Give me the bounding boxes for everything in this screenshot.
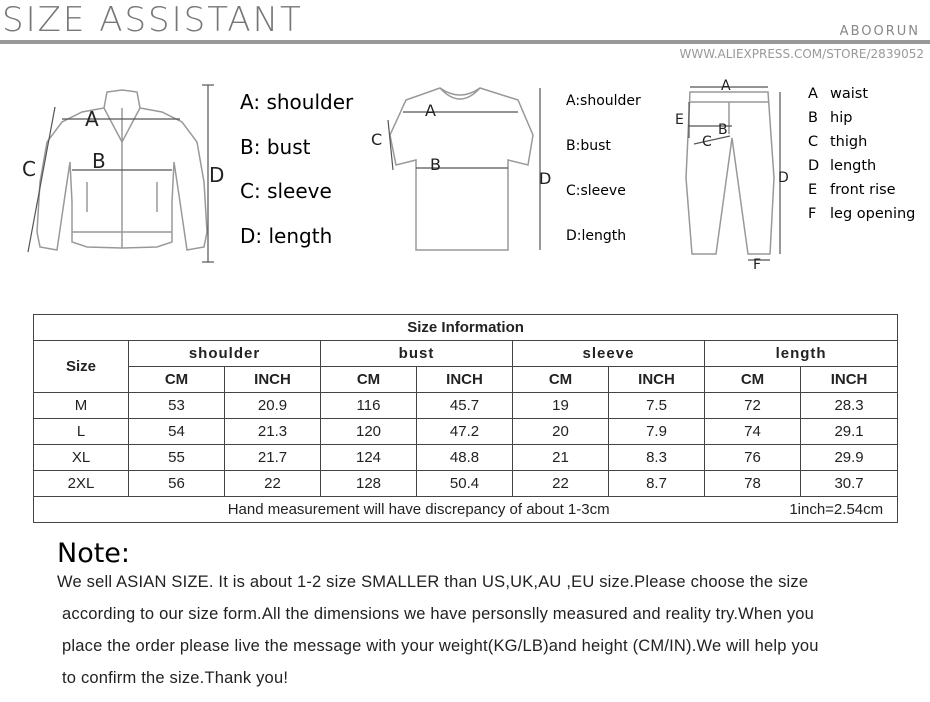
table-cell: 20 — [513, 419, 609, 445]
tshirt-diagram — [368, 80, 553, 260]
pants-legend-a: A waist — [808, 86, 869, 102]
table-cell: 53 — [129, 393, 225, 419]
measurement-disclaimer: Hand measurement will have discrepancy of about 1-3cm — [227, 501, 610, 518]
tshirt-label-c: C — [371, 130, 383, 149]
pants-legend-f: F leg opening — [808, 206, 916, 222]
table-cell: 8.7 — [609, 471, 705, 497]
unit-header-inch: INCH — [609, 367, 705, 393]
tshirt-legend-a: A:shoulder — [566, 93, 641, 109]
table-cell: 21.3 — [225, 419, 321, 445]
table-cell: 20.9 — [225, 393, 321, 419]
header-length: length — [705, 341, 898, 367]
jacket-diagram — [12, 82, 227, 272]
pants-legend-d: D length — [808, 158, 877, 174]
note-line: to confirm the size.Thank you! — [62, 669, 289, 687]
table-cell: 29.9 — [801, 445, 898, 471]
pants-label-a: A — [721, 78, 731, 94]
table-cell: 28.3 — [801, 393, 898, 419]
table-cell: 47.2 — [417, 419, 513, 445]
brand-name: ABOORUN — [839, 24, 920, 39]
table-cell: 76 — [705, 445, 801, 471]
table-cell: 128 — [321, 471, 417, 497]
size-table — [33, 314, 898, 523]
jacket-legend — [240, 80, 353, 258]
note-line: according to our size form.All the dimensions we have personslly measured and reality try.When you — [62, 605, 815, 623]
jacket-label-d: D — [209, 163, 225, 187]
size-cell: 2XL — [34, 471, 129, 497]
jacket-label-c: C — [22, 157, 36, 181]
table-caption: Size Information — [34, 315, 898, 341]
tshirt-label-b: B — [430, 155, 441, 174]
unit-header-cm: CM — [321, 367, 417, 393]
size-cell: M — [34, 393, 129, 419]
table-footer — [34, 497, 898, 523]
unit-header-inch: INCH — [225, 367, 321, 393]
note-line: place the order please live the message with your weight(KG/LB)and height (CM/IN).We will help you — [62, 637, 819, 655]
unit-header-cm: CM — [705, 367, 801, 393]
table-row — [34, 471, 898, 497]
unit-header-cm: CM — [513, 367, 609, 393]
table-cell: 55 — [129, 445, 225, 471]
table-cell: 72 — [705, 393, 801, 419]
page-title: SIZE ASSISTANT — [2, 0, 303, 40]
store-url: WWW.ALIEXPRESS.COM/STORE/2839052 — [679, 47, 924, 61]
pants-label-b: B — [718, 122, 728, 138]
table-cell: 22 — [513, 471, 609, 497]
pants-legend-c: C thigh — [808, 134, 868, 150]
table-row — [34, 393, 898, 419]
table-cell: 19 — [513, 393, 609, 419]
size-column-header: Size — [34, 341, 129, 393]
table-cell: 74 — [705, 419, 801, 445]
header-sleeve: sleeve — [513, 341, 705, 367]
table-cell: 78 — [705, 471, 801, 497]
table-cell: 116 — [321, 393, 417, 419]
table-cell: 124 — [321, 445, 417, 471]
header-shoulder: shoulder — [129, 341, 321, 367]
header-divider — [0, 40, 930, 44]
pants-label-e: E — [675, 112, 684, 128]
jacket-label-b: B — [92, 149, 106, 173]
table-cell: 50.4 — [417, 471, 513, 497]
size-cell: L — [34, 419, 129, 445]
pants-legend — [808, 82, 915, 226]
table-row — [34, 419, 898, 445]
table-cell: 30.7 — [801, 471, 898, 497]
jacket-legend-c: C: sleeve — [240, 179, 332, 203]
pants-label-f: F — [753, 257, 762, 270]
size-cell: XL — [34, 445, 129, 471]
table-row — [34, 445, 898, 471]
jacket-legend-d: D: length — [240, 223, 333, 248]
unit-header-cm: CM — [129, 367, 225, 393]
tshirt-legend-d: D:length — [566, 228, 627, 244]
table-cell: 7.9 — [609, 419, 705, 445]
unit-header-inch: INCH — [417, 367, 513, 393]
pants-legend-b: B hip — [808, 110, 853, 126]
jacket-legend-a: A: shoulder — [240, 90, 354, 114]
unit-header-inch: INCH — [801, 367, 898, 393]
table-cell: 8.3 — [609, 445, 705, 471]
size-table-container — [33, 314, 897, 522]
table-cell: 21.7 — [225, 445, 321, 471]
header-bust: bust — [321, 341, 513, 367]
table-cell: 45.7 — [417, 393, 513, 419]
table-cell: 48.8 — [417, 445, 513, 471]
table-cell: 22 — [225, 471, 321, 497]
note-title: Note: — [57, 538, 131, 569]
tshirt-label-d: D — [539, 169, 552, 188]
inch-conversion: 1inch=2.54cm — [789, 501, 884, 518]
jacket-legend-b: B: bust — [240, 134, 311, 159]
tshirt-legend-b: B:bust — [566, 138, 611, 154]
jacket-label-a: A — [85, 107, 99, 131]
tshirt-legend-c: C:sleeve — [566, 183, 626, 199]
pants-label-d: D — [778, 170, 789, 186]
tshirt-label-a: A — [425, 101, 436, 120]
note-line: We sell ASIAN SIZE. It is about 1-2 size SMALLER than US,UK,AU ,EU size.Please choose the size — [57, 573, 809, 591]
table-cell: 21 — [513, 445, 609, 471]
table-cell: 7.5 — [609, 393, 705, 419]
table-cell: 56 — [129, 471, 225, 497]
table-cell: 29.1 — [801, 419, 898, 445]
pants-legend-e: E front rise — [808, 182, 896, 198]
pants-diagram — [670, 78, 800, 270]
table-cell: 120 — [321, 419, 417, 445]
pants-label-c: C — [702, 134, 712, 150]
tshirt-legend — [566, 79, 641, 259]
table-cell: 54 — [129, 419, 225, 445]
